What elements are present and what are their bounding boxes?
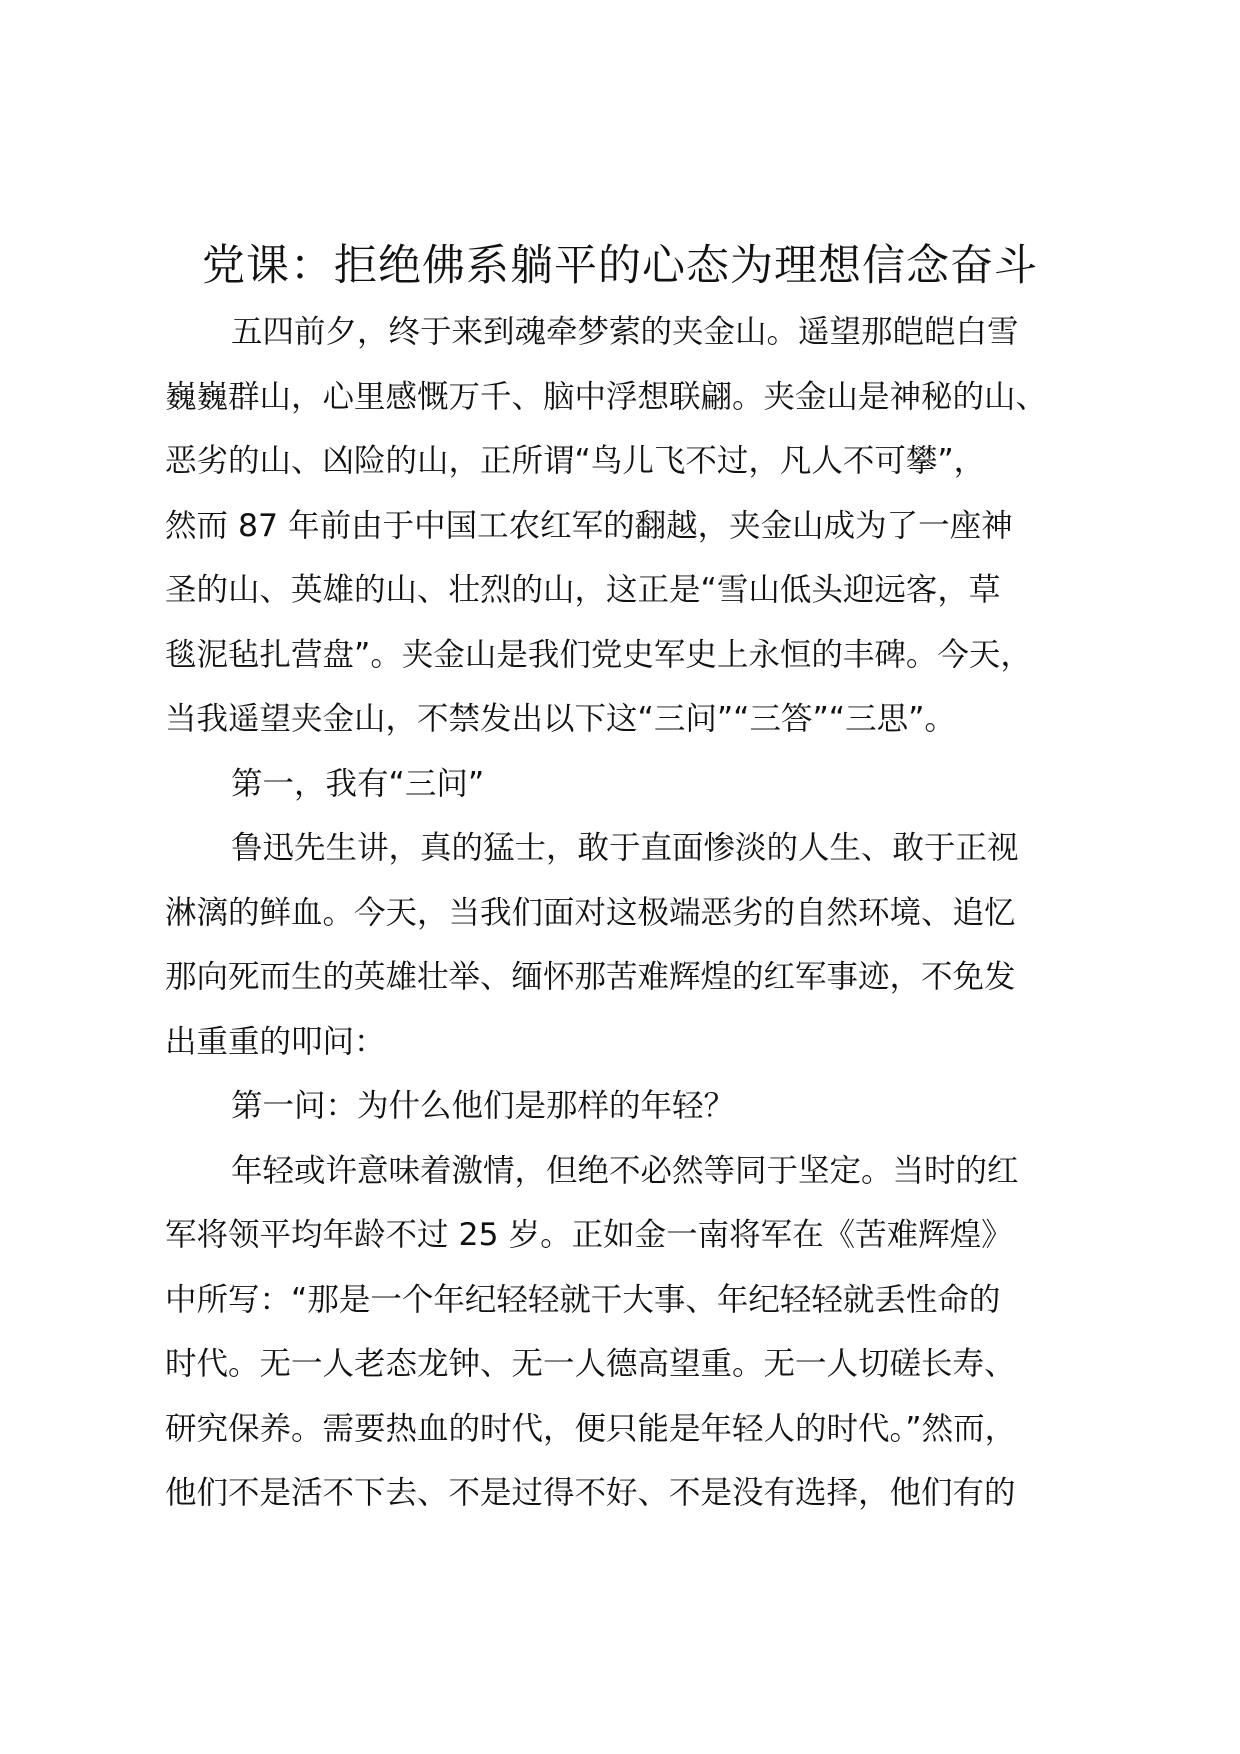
text-line: 中所写：“那是一个年纪轻轻就干大事、年纪轻轻就丢性命的	[165, 1281, 1001, 1318]
text-line: 毯泥毡扎营盘”。夹金山是我们党史军史上永恒的丰碑。今天，	[165, 636, 1032, 673]
question-heading	[165, 1074, 1115, 1139]
text-line: 第一，我有“三问”	[231, 765, 485, 802]
paragraph-youth	[165, 1139, 1115, 1526]
text-line: 研究保养。需要热血的时代，便只能是年轻人的时代。”然而，	[165, 1410, 1017, 1447]
text-line: 军将领平均年龄不过 25 岁。正如金一南将军在《苦难辉煌》	[165, 1217, 1013, 1253]
text-line: 第一问：为什么他们是那样的年轻？	[231, 1088, 736, 1124]
document-body	[165, 300, 1115, 1526]
text-line: 鲁迅先生讲，真的猛士，敢于直面惨淡的人生、敢于正视	[231, 830, 1019, 866]
text-line: 五四前夕，终于来到魂牵梦萦的夹金山。遥望那皑皑白雪	[231, 314, 1019, 350]
text-line: 那向死而生的英雄壮举、缅怀那苦难辉煌的红军事迹，不免发	[165, 959, 1016, 995]
section-heading	[165, 752, 1115, 817]
paragraph-luxun	[165, 816, 1115, 1074]
text-line: 淋漓的鲜血。今天，当我们面对这极端恶劣的自然环境、追忆	[165, 894, 1016, 931]
text-line: 出重重的叩问：	[165, 1023, 386, 1060]
text-line: 时代。无一人老态龙钟、无一人德高望重。无一人切磋长寿、	[165, 1346, 1016, 1382]
text-line: 他们不是活不下去、不是过得不好、不是没有选择，他们有的	[165, 1475, 1016, 1511]
text-line: 圣的山、英雄的山、壮烈的山，这正是“雪山低头迎远客，草	[165, 572, 1001, 608]
document-title: 党课：拒绝佛系躺平的心态为理想信念奋斗	[202, 241, 1038, 291]
text-line: 然而 87 年前由于中国工农红军的翻越，夹金山成为了一座神	[165, 507, 1013, 544]
text-line: 当我遥望夹金山，不禁发出以下这“三问”“三答”“三思”。	[165, 701, 956, 737]
paragraph-intro	[165, 300, 1115, 752]
text-line: 年轻或许意味着激情，但绝不必然等同于坚定。当时的红	[231, 1152, 1019, 1189]
text-line: 恶劣的山、凶险的山，正所谓“鸟儿飞不过，凡人不可攀”，	[165, 443, 986, 479]
text-line: 巍巍群山，心里感慨万千、脑中浮想联翩。夹金山是神秘的山、	[165, 378, 1048, 415]
